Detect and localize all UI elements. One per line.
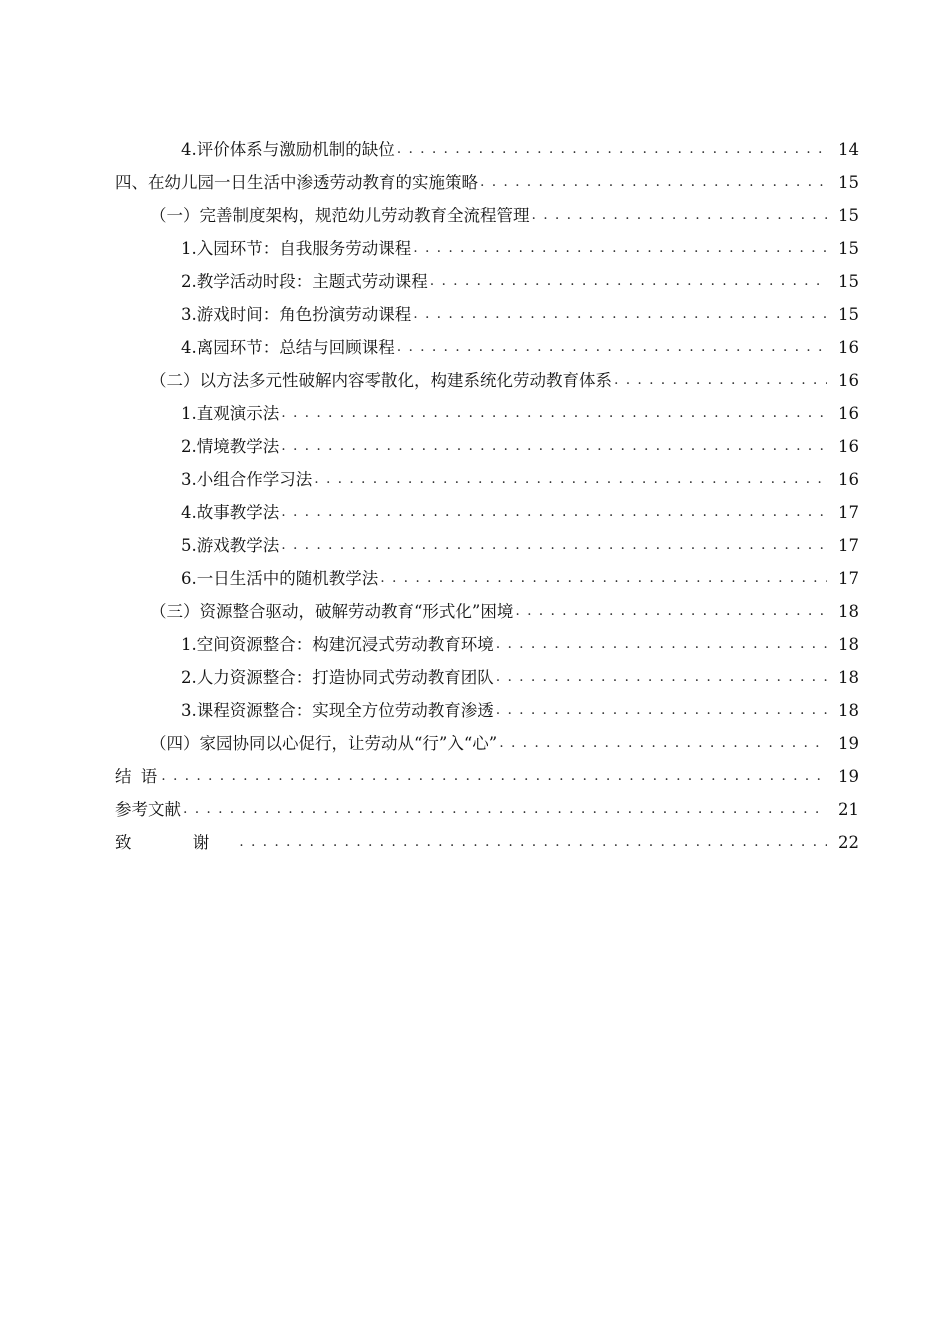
toc-entry[interactable] [0,496,950,529]
toc-entry-title: 6.一日生活中的随机教学法 [181,562,380,595]
toc-dot-leader [499,727,827,760]
toc-entry-title: 3.小组合作学习法 [181,463,314,496]
toc-entry[interactable] [0,199,950,232]
toc-entry-title: 4.离园环节：总结与回顾课程 [181,331,397,364]
toc-dot-leader [397,331,827,364]
toc-entry-title: 4.评价体系与激励机制的缺位 [181,133,397,166]
toc-dot-leader [161,760,827,793]
toc-entry[interactable] [0,166,950,199]
toc-entry-title: 1.直观演示法 [181,397,281,430]
toc-entry-title: 结 语 [115,760,161,793]
toc-page-number: 16 [827,463,859,496]
toc-page-number: 18 [827,595,859,628]
toc-entry[interactable] [0,331,950,364]
toc-entry[interactable] [0,430,950,463]
toc-page-number: 18 [827,694,859,727]
toc-entry-title: 5.游戏教学法 [181,529,281,562]
toc-page-number: 22 [827,826,859,859]
toc-page-number: 16 [827,397,859,430]
toc-entry-title: 1.空间资源整合：构建沉浸式劳动教育环境 [181,628,496,661]
toc-page-number: 21 [827,793,859,826]
toc-dot-leader [532,199,828,232]
toc-page-number: 14 [827,133,859,166]
toc-page-number: 19 [827,760,859,793]
toc-entry-title: （二）以方法多元性破解内容零散化，构建系统化劳动教育体系 [150,364,614,397]
toc-entry[interactable] [0,298,950,331]
toc-entry-title: 参考文献 [115,793,183,826]
toc-dot-leader [413,298,827,331]
toc-dot-leader [281,496,827,529]
toc-page-number: 17 [827,529,859,562]
toc-page-number: 18 [827,661,859,694]
toc-dot-leader [515,595,827,628]
toc-entry-title: 1.入园环节：自我服务劳动课程 [181,232,413,265]
toc-entry[interactable] [0,265,950,298]
toc-entry-title: 3.游戏时间：角色扮演劳动课程 [181,298,413,331]
toc-dot-leader [614,364,827,397]
toc-entry-title: （一）完善制度架构，规范幼儿劳动教育全流程管理 [150,199,532,232]
toc-dot-leader [496,661,827,694]
toc-dot-leader [413,232,827,265]
toc-dot-leader [281,397,827,430]
table-of-contents [0,133,950,859]
toc-page-number: 16 [827,364,859,397]
toc-page-number: 19 [827,727,859,760]
toc-entry[interactable] [0,760,950,793]
toc-dot-leader [239,826,827,859]
toc-entry-title: 2.人力资源整合：打造协同式劳动教育团队 [181,661,496,694]
toc-page-number: 16 [827,331,859,364]
toc-page-number: 16 [827,430,859,463]
toc-entry[interactable] [0,232,950,265]
toc-dot-leader [183,793,827,826]
toc-dot-leader [281,529,827,562]
toc-entry[interactable] [0,727,950,760]
toc-dot-leader [430,265,827,298]
toc-entry[interactable] [0,133,950,166]
toc-entry-title: 2.情境教学法 [181,430,281,463]
toc-dot-leader [314,463,827,496]
toc-entry-title: 致 谢 [115,826,239,859]
toc-dot-leader [380,562,827,595]
toc-entry[interactable] [0,628,950,661]
toc-dot-leader [496,694,827,727]
toc-entry-title: 3.课程资源整合：实现全方位劳动教育渗透 [181,694,496,727]
toc-page-number: 15 [827,166,859,199]
toc-page-number: 15 [827,199,859,232]
toc-entry-title: 4.故事教学法 [181,496,281,529]
toc-dot-leader [480,166,827,199]
toc-dot-leader [496,628,827,661]
toc-dot-leader [281,430,827,463]
toc-entry[interactable] [0,529,950,562]
toc-entry[interactable] [0,661,950,694]
toc-entry[interactable] [0,397,950,430]
toc-page-number: 15 [827,298,859,331]
toc-entry[interactable] [0,793,950,826]
toc-entry[interactable] [0,826,950,859]
toc-dot-leader [397,133,827,166]
toc-entry-title: 四、在幼儿园一日生活中渗透劳动教育的实施策略 [115,166,480,199]
toc-entry-title: （四）家园协同以心促行，让劳动从“行”入“心” [150,727,499,760]
toc-entry[interactable] [0,595,950,628]
toc-page-number: 17 [827,496,859,529]
toc-entry[interactable] [0,562,950,595]
toc-page-number: 15 [827,265,859,298]
toc-page-number: 17 [827,562,859,595]
toc-page-number: 15 [827,232,859,265]
toc-entry[interactable] [0,463,950,496]
toc-entry-title: （三）资源整合驱动，破解劳动教育“形式化”困境 [150,595,515,628]
toc-entry[interactable] [0,364,950,397]
toc-entry[interactable] [0,694,950,727]
toc-entry-title: 2.教学活动时段：主题式劳动课程 [181,265,430,298]
toc-page-number: 18 [827,628,859,661]
